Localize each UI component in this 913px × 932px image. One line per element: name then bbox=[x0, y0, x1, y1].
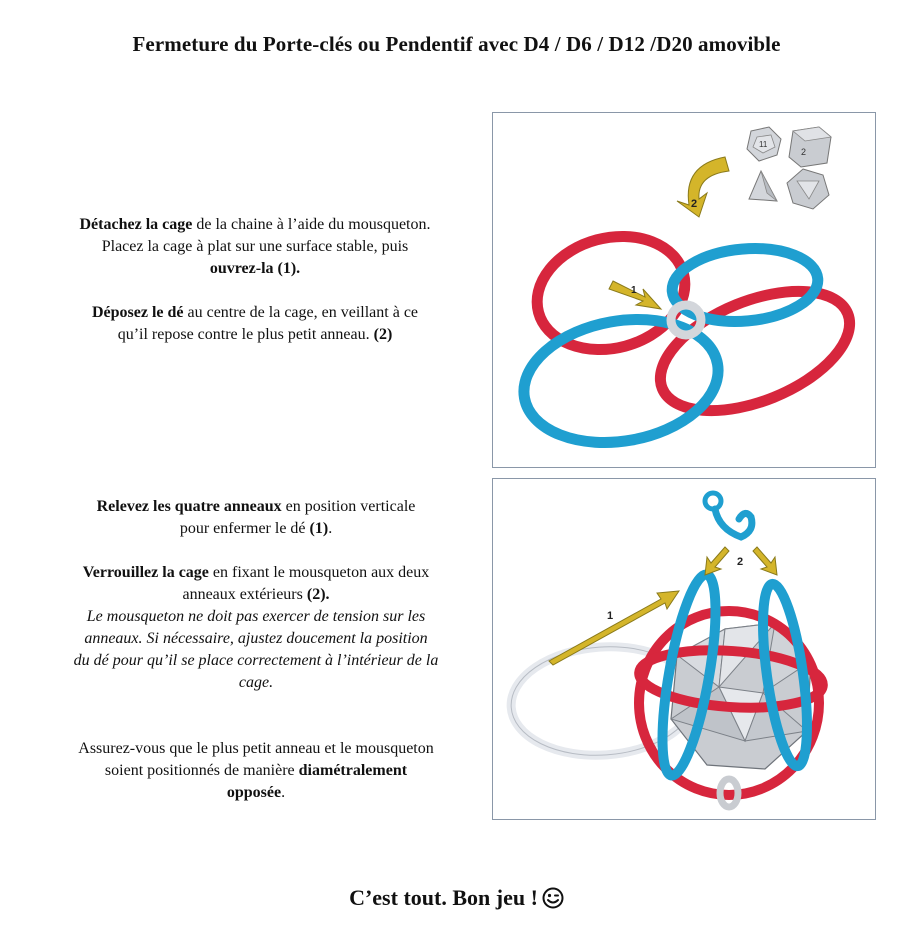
step2-raise-rest: en position verticale bbox=[281, 498, 416, 515]
figure-open-cage bbox=[492, 112, 876, 468]
step1-ref-2: (2) bbox=[373, 326, 393, 343]
step2-instructions bbox=[28, 496, 484, 804]
small-ring bbox=[671, 305, 701, 335]
ring-blue-top bbox=[669, 243, 821, 327]
die-d20 bbox=[787, 169, 829, 209]
step2-note-line2: anneaux. Si nécessaire, ajustez doucement la position bbox=[84, 630, 428, 647]
closed-cage-illustration bbox=[493, 479, 875, 819]
step1-rest-text: qu’il repose contre le plus petit anneau. bbox=[117, 326, 374, 343]
step1-line2 bbox=[30, 236, 480, 258]
step1-line1 bbox=[30, 214, 480, 236]
step2-lock-rest: en fixant le mousqueton aux deux bbox=[208, 564, 430, 581]
step1-place-text: Placez la cage à plat sur une surface stable, puis bbox=[101, 238, 409, 255]
step2-enclose-text: pour enfermer le dé bbox=[179, 520, 310, 537]
arrow-1-label: 1 bbox=[631, 285, 637, 296]
step2-line1 bbox=[28, 496, 484, 518]
step2-final-line2 bbox=[28, 760, 484, 782]
page-title: Fermeture du Porte-clés ou Pendentif avec D4 / D6 / D12 /D20 amovible bbox=[132, 32, 781, 56]
step2-line3 bbox=[28, 562, 484, 584]
step1-open-bold: ouvrez-la (1). bbox=[209, 260, 301, 277]
step1-deposit-rest: au centre de la cage, en veillant à ce bbox=[183, 304, 419, 321]
step2-final-line3 bbox=[28, 782, 484, 804]
die-d6-label: 2 bbox=[801, 147, 807, 157]
step2-line2 bbox=[28, 518, 484, 540]
step2-note-line1: Le mousqueton ne doit pas exercer de tension sur les bbox=[86, 608, 426, 625]
die-d12-label: 11 bbox=[759, 140, 768, 149]
step1-line5 bbox=[30, 324, 480, 346]
step2-final-end: . bbox=[281, 784, 286, 801]
arrow-2-label: 2 bbox=[691, 198, 698, 210]
arrow-2 bbox=[677, 157, 729, 217]
arrows-2 bbox=[705, 547, 777, 575]
step2-final-line1: Assurez-vous que le plus petit anneau et le mousqueton bbox=[78, 740, 434, 757]
step2-ref-2: (2). bbox=[306, 586, 330, 603]
arrow-1-label: 1 bbox=[607, 610, 614, 622]
step2-enclose-end: . bbox=[328, 520, 333, 537]
step2-final-text: soient positionnés de manière bbox=[104, 762, 299, 779]
carabiner-icon bbox=[705, 493, 752, 537]
step1-line3 bbox=[30, 258, 480, 280]
step1-detach-rest: de la chaine à l’aide du mousqueton. bbox=[192, 216, 431, 233]
closing-text: C’est tout. Bon jeu ! bbox=[349, 885, 538, 910]
step1-line4 bbox=[30, 302, 480, 324]
arrows-2-label: 2 bbox=[737, 556, 744, 568]
smiley-icon bbox=[542, 887, 564, 915]
step1-detach-bold: Détachez la cage bbox=[79, 216, 193, 233]
step2-diametral-bold: diamétralement bbox=[298, 762, 408, 779]
closing-line bbox=[0, 885, 913, 915]
die-d4 bbox=[749, 171, 777, 201]
step2-raise-bold: Relevez les quatre anneaux bbox=[96, 498, 282, 515]
step2-lock-bold: Verrouillez la cage bbox=[82, 564, 209, 581]
step2-ref-1: (1) bbox=[309, 520, 329, 537]
step2-opposed-bold: opposée bbox=[226, 784, 282, 801]
step2-line4 bbox=[28, 584, 484, 606]
step2-note-line3: du dé pour qu’il se place correctement à l’intérieur de la bbox=[73, 652, 439, 669]
step2-note-line4: cage. bbox=[238, 674, 274, 691]
open-cage-illustration bbox=[493, 113, 875, 467]
step1-deposit-bold: Déposez le dé bbox=[91, 304, 184, 321]
figure-closed-cage bbox=[492, 478, 876, 820]
step2-outer-rings-text: anneaux extérieurs bbox=[182, 586, 307, 603]
step1-instructions bbox=[30, 214, 480, 346]
die-d12 bbox=[747, 127, 781, 161]
die-d6 bbox=[789, 127, 831, 167]
arrow-1 bbox=[609, 281, 661, 309]
